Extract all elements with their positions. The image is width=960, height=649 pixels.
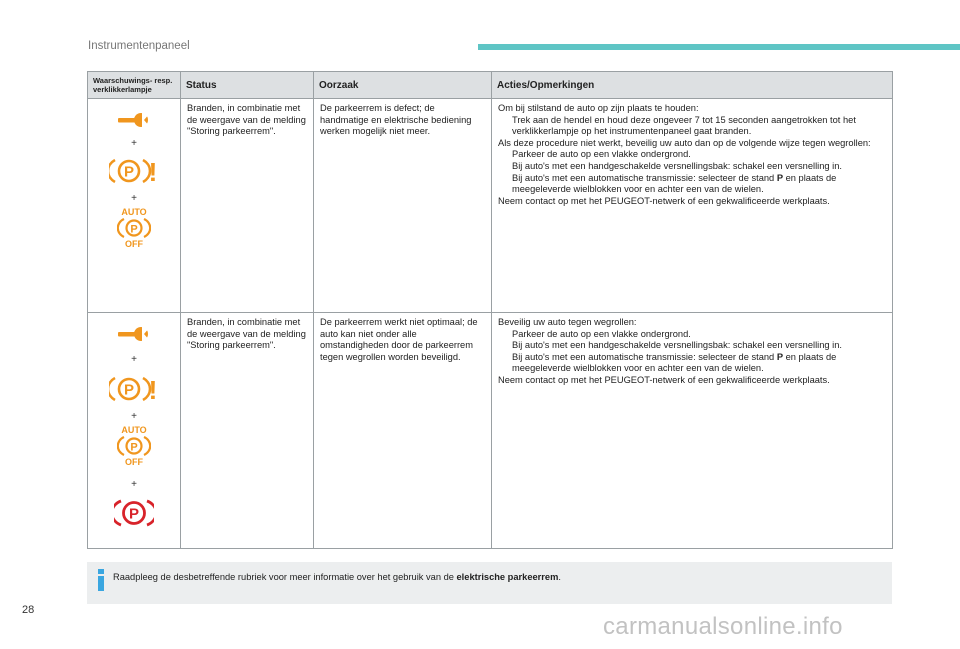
bullet-glyph: [498, 149, 512, 161]
icon-auto-label: AUTO: [121, 425, 147, 435]
action-text: Als deze procedure niet werkt, beveilig uw auto dan op de volgende wijze tegen wegrollen:: [498, 137, 871, 148]
parking-brake-fault-icon: [109, 374, 159, 409]
icon-exclamation: !: [148, 157, 158, 186]
plus-sign: +: [131, 354, 137, 365]
wrench-icon: [116, 325, 152, 348]
wrench-icon: [116, 111, 152, 134]
page-number: 28: [22, 604, 35, 616]
table-row: [88, 313, 893, 549]
column-header: Acties/Opmerkingen: [492, 72, 893, 99]
header-accent-bar: [478, 44, 960, 50]
actions-cell: [492, 99, 893, 313]
section-title: Instrumentenpaneel: [88, 40, 190, 52]
cause-cell: De parkeerrem werkt niet optimaal; de auto kan niet onder alle omstandigheden door de parkeerrem tegen wegrollen worden beveiligd.: [314, 313, 492, 549]
icon-off-label: OFF: [125, 457, 143, 466]
action-bullet: Bij auto's met een handgeschakelde versnellingsbak: schakel een versnelling in.: [498, 161, 886, 173]
bullet-glyph: [498, 161, 512, 173]
table-header-row: [88, 72, 893, 99]
icon-p-letter: P: [128, 505, 140, 523]
column-header: Waarschuwings- resp. verklikkerlampje: [88, 72, 181, 99]
parking-brake-fault-icon: [109, 156, 159, 191]
icon-off-label: OFF: [125, 239, 143, 248]
action-bullet: Bij auto's met een handgeschakelde versnellingsbak: schakel een versnelling in.: [498, 340, 886, 352]
warning-lights-table: [87, 71, 893, 549]
icon-p-letter: P: [130, 441, 138, 454]
auto-off-parking-icon: [117, 206, 151, 253]
bullet-glyph: [498, 352, 512, 375]
bold-p: P: [776, 172, 784, 183]
bullet-glyph: [498, 329, 512, 341]
table-row: [88, 99, 893, 313]
plus-sign: +: [131, 479, 137, 490]
info-icon: [97, 569, 105, 596]
plus-sign: +: [131, 411, 137, 422]
icon-cell: [88, 99, 181, 313]
actions-cell: [492, 313, 893, 549]
action-bullet: Bij auto's met een automatische transmissie: selecteer de stand P en plaats de meegeleverde wielblokken voor en achter een van de wielen.: [498, 352, 886, 375]
cause-cell: De parkeerrem is defect; de handmatige en elektrische bediening werken mogelijk niet meer.: [314, 99, 492, 313]
icon-auto-label: AUTO: [121, 207, 147, 217]
action-bullet: Trek aan de hendel en houd deze ongeveer 7 tot 15 seconden aangetrokken tot het verklikkerlampje op het instrumentenpaneel gaat branden.: [498, 115, 886, 138]
note-link-term: elektrische parkeerrem: [456, 572, 559, 582]
column-header: Oorzaak: [314, 72, 492, 99]
parking-brake-red-icon: [114, 497, 154, 534]
icon-p-letter: P: [123, 381, 135, 399]
column-header: Status: [181, 72, 314, 99]
icon-cell: [88, 313, 181, 549]
bold-p: P: [776, 351, 784, 362]
auto-off-parking-icon: [117, 424, 151, 471]
action-text: Om bij stilstand de auto op zijn plaats te houden:: [498, 103, 699, 113]
icon-exclamation: !: [148, 375, 158, 404]
note-text: Raadpleeg de desbetreffende rubriek voor meer informatie over het gebruik van de elektrische parkeerrem.: [113, 572, 561, 582]
status-cell: Branden, in combinatie met de weergave van de melding "Storing parkeerrem".: [181, 99, 314, 313]
action-bullet: Parkeer de auto op een vlakke ondergrond.: [498, 329, 886, 341]
bullet-glyph: [498, 173, 512, 196]
plus-sign: +: [131, 193, 137, 204]
action-text: Neem contact op met het PEUGEOT-netwerk of een gekwalificeerde werkplaats.: [498, 195, 830, 206]
action-text: Beveilig uw auto tegen wegrollen:: [498, 317, 637, 327]
plus-sign: +: [131, 138, 137, 149]
bullet-glyph: [498, 115, 512, 138]
watermark: carmanualsonline.info: [603, 613, 843, 640]
icon-p-letter: P: [130, 223, 138, 236]
info-note: [87, 562, 892, 604]
bullet-glyph: [498, 340, 512, 352]
status-cell: Branden, in combinatie met de weergave van de melding "Storing parkeerrem".: [181, 313, 314, 549]
action-bullet: Bij auto's met een automatische transmissie: selecteer de stand P en plaats de meegeleverde wielblokken voor en achter een van de wielen.: [498, 173, 886, 196]
action-text: Neem contact op met het PEUGEOT-netwerk of een gekwalificeerde werkplaats.: [498, 374, 830, 385]
action-bullet: Parkeer de auto op een vlakke ondergrond.: [498, 149, 886, 161]
icon-p-letter: P: [123, 163, 135, 181]
